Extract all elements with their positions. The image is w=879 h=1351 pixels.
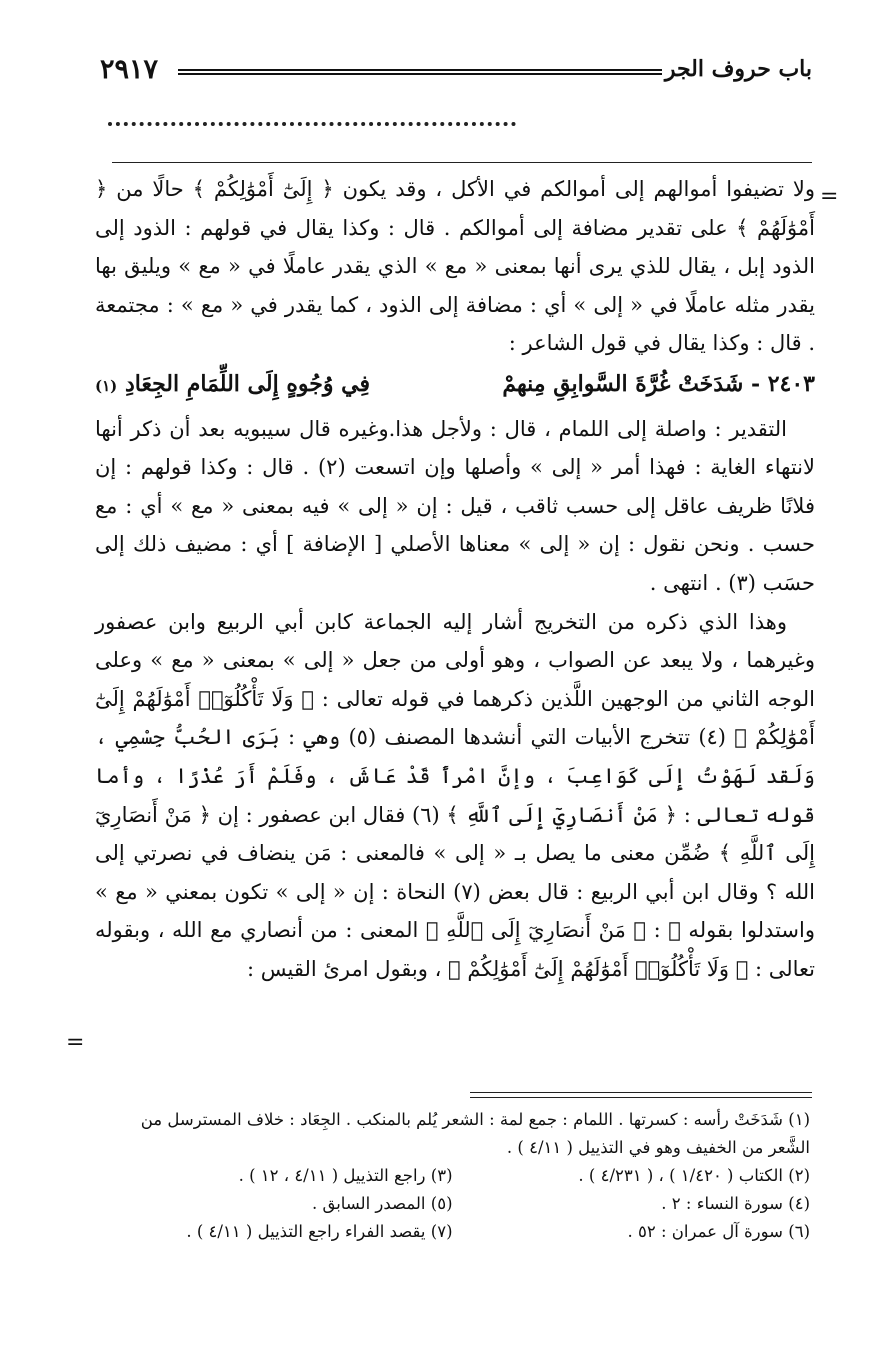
footnote-row <box>95 1218 810 1246</box>
footnote: (٥) المصدر السابق . <box>311 1194 453 1213</box>
section-rule <box>112 162 812 163</box>
footnote-row <box>95 1190 810 1218</box>
paragraph: وهذا الذي ذكره من التخريج أشار إليه الجماعة كابن أبي الربيع وابن عصفور وغيرهما ، ولا يبعد عن الصواب ، وهو أولى من جعل « إلى » بمعنى « مع » وعلى الوجه الثاني من الوجهين اللَّذين ذكرهما في قوله تعالى : ﴿ وَلَا تَأْكُلُوٓا۟ أَمْوَٰلَهُمْ إِلَىٰٓ أَمْوَٰلِكُمْ ﴾ (٤) تتخرج الأبيات التي أنشدها المصنف (٥) وهي : بَرَى الحُبُّ جِسْمِي ، وَلَقد لَهَوْتُ إِلَى كَوَاعِبَ ، وإنَّ امْرأً قَدْ عَاشَ ، وفَلَمْ أَرَ عُذْرًا ، وأما قوله تعالى : ﴿ مَنْ أَنصَارِيٓ إِلَى ٱللَّهِ ﴾ (٦) فقال ابن عصفور : إن ﴿ مَنْ أَنصَارِيٓ إِلَى ٱللَّهِ ﴾ ضُمِّن معنى ما يصل بـ « إلى » فالمعنى : مَن ينضاف في نصرتي إلى الله ؟ وقال ابن أبي الربيع : قال بعض (٧) النحاة : إن « إلى » تكون بمعني « مع » واستدلوا بقوله ﷺ : ﴿ مَنْ أَنصَارِيٓ إِلَى ٱللَّهِ ﴾ المعنى : من أنصاري مع الله ، وبقوله تعالى : ﴿ وَلَا تَأْكُلُوٓا۟ أَمْوَٰلَهُمْ إِلَىٰٓ أَمْوَٰلِكُمْ ﴾ ، وبقول امرئ القيس : <box>95 609 816 981</box>
poetry-verse <box>95 365 815 406</box>
footnote-row <box>95 1162 810 1190</box>
footnotes <box>95 1106 810 1246</box>
verse-second-line <box>95 365 370 406</box>
paragraph: التقدير : واصلة إلى اللمام ، قال : ولأجل هذا.وغيره قال سيبويه بعد أن ذكر أنها لانتهاء الغاية : فهذا أمر « إلى » وأصلها وإن اتسعت (٢) . قال : وكذا قولهم : إن فلانًا ظريف عاقل إلى حسب ثاقب ، قيل : إن « إلى » فيه بمعنى « مع » أي : مع حسب . ونحن نقول : إن « إلى » معناها الأصلي [ الإضافة ] أي : مضيف ذلك إلى حسَب (٣) . انتهى . <box>95 416 815 595</box>
main-text <box>95 170 815 988</box>
verse-hemistich-1: شَدَخَتْ غُرَّةَ السَّوابِقِ مِنهمْ <box>502 370 744 397</box>
footnote: (٧) يقصد الفراء راجع التذييل ( ٤/١١ ) . <box>186 1222 453 1241</box>
chapter-title: باب حروف الجر <box>664 56 812 82</box>
footnote: (٣) راجع التذييل ( ٤/١١ ، ١٢ ) . <box>238 1166 453 1185</box>
paragraph: ولا تضيفوا أموالهم إلى أموالكم في الأكل ، وقد يكون ﴿ إِلَىٰٓ أَمْوَٰلِكُمْ ﴾ حالًا من ﴿ أَمْوَٰلَهُمْ ﴾ على تقدير مضافة إلى أموالكم . قال : وكذا يقال في قولهم : الذود إلى الذود إبل ، يقال للذي يرى أنها بمعنى « مع » الذي يقدر عاملًا في « مع » ويليق بها يقدر مثله عاملًا في « إلى » أي : مضافة إلى الذود ، كما يقدر في « مع » : مجتمعة . قال : وكذا يقال في قول الشاعر : <box>95 177 815 356</box>
verse-first-line <box>502 365 815 406</box>
footnote-rule <box>470 1092 812 1098</box>
footnote: (٤) سورة النساء : ٢ . <box>661 1194 810 1213</box>
running-header <box>100 54 812 88</box>
verse-hemistich-2: فِي وُجُوهٍ إِلَى اللِّمَامِ الجِعَادِ <box>124 370 370 397</box>
verse-footnote-ref: (١) <box>95 376 118 395</box>
footnote: (١) شَدَخَتْ رأسه : كسرتها . اللمام : جمع لمة : الشعر يُلم بالمنكب . الجِعَاد : خلاف المسترسل من الشَّعر من الخفيف وهو في التذييل ( ٤/١١ ) . <box>140 1110 810 1157</box>
page-number: ٢٩١٧ <box>100 54 159 85</box>
footnote: (٢) الكتاب ( ١/٤٢٠ ) ، ( ٤/٢٣١ ) . <box>578 1166 810 1185</box>
verse-number: ٢٤٠٣ - <box>750 370 815 397</box>
footnote: (٦) سورة آل عمران : ٥٢ . <box>627 1222 810 1241</box>
header-rule <box>178 69 662 75</box>
continues-marker: = <box>66 1030 85 1055</box>
continued-marker: = <box>820 184 839 209</box>
dotted-separator <box>108 122 516 126</box>
